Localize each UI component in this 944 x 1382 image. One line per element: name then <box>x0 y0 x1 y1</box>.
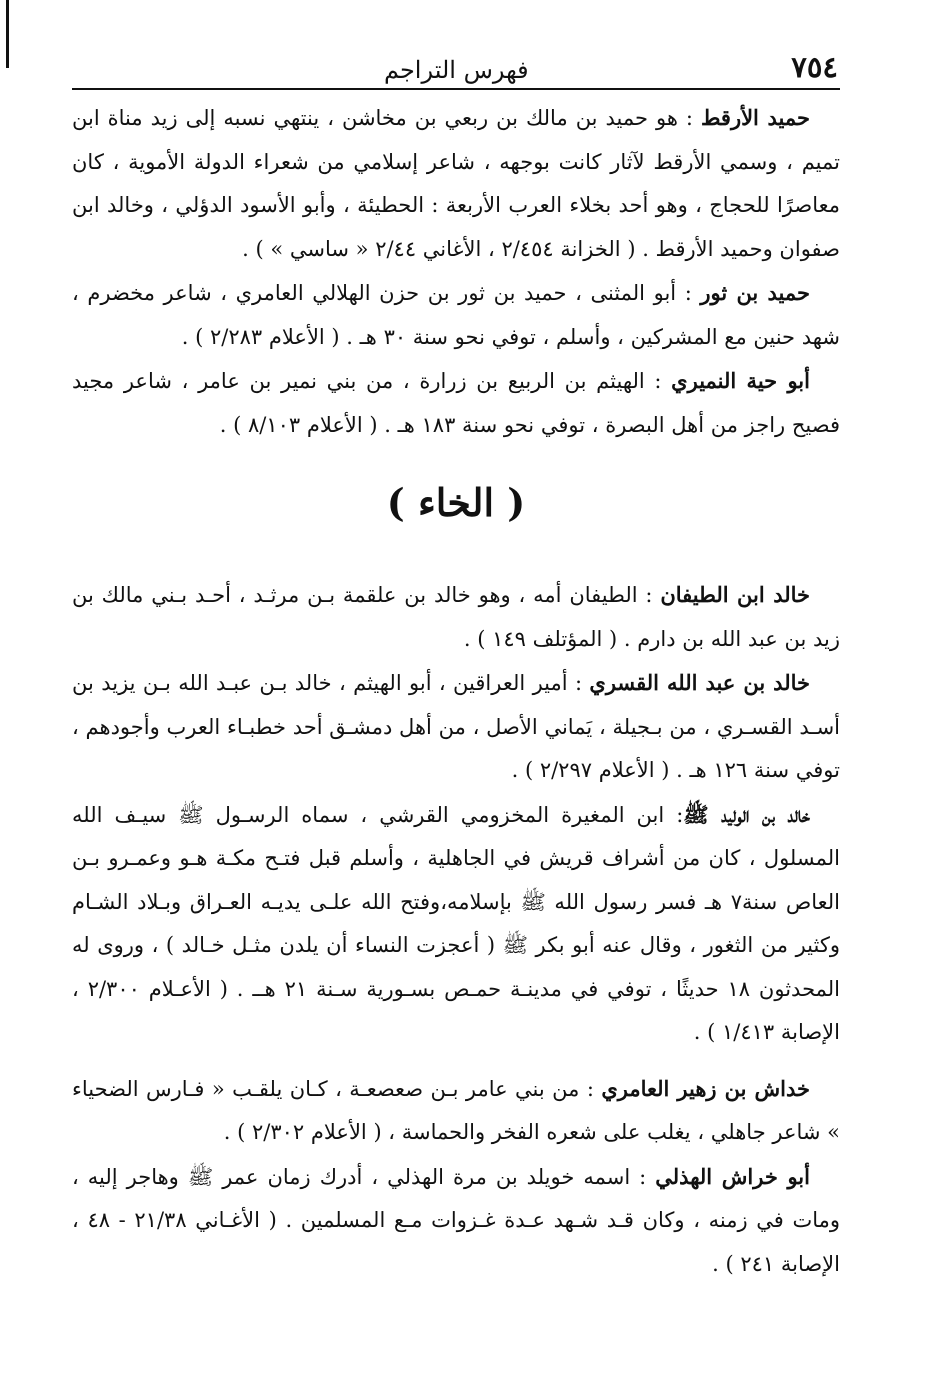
entry-separator: : <box>630 1164 656 1189</box>
entry-separator: : <box>579 1076 602 1101</box>
entry-separator: : <box>637 583 661 607</box>
entry-text: أمير العراقين ، أبو الهيثم ، خالد بـن عبـد الله بـن يزيد بن أسـد القسـري ، من بـجيلة ، يَماني الأصل ، من أهل دمشـق أحد خطبـاء العرب وأجودهم ، توفي سنة ١٢٦ هـ . ( الأعلام ٢/٢٩٧ ) . <box>72 671 840 782</box>
entries-after <box>72 573 840 1286</box>
entry-name: حميد الأرقط <box>700 105 810 130</box>
biography-entry <box>72 661 840 793</box>
spacer <box>72 1055 840 1067</box>
entry-text: الهيثم بن الربيع بن زرارة ، من بني نمير بن عامر ، شاعر مجيد فصيح راجز من أهل البصرة ، توفي نحو سنة ١٨٣ هـ . ( الأعلام ٨/١٠٣ ) . <box>72 369 840 437</box>
entry-text: اسمه خويلد بن مرة الهذلي ، أدرك زمان عمر ﷺ وهاجر إليه ، ومات في زمنه ، وكان قـد شـهد عـدة غـزوات مـع المسلمين . ( الأغـاني ٢١/٣٨ - ٤٨ ، الإصابة ٢٤١ ) . <box>72 1164 841 1276</box>
biography-entry <box>72 573 840 661</box>
biography-entry <box>72 359 840 447</box>
biography-entry <box>72 96 840 271</box>
entry-name: حميد بن ثور <box>700 280 810 305</box>
page-number: ٧٥٤ <box>791 50 838 84</box>
entry-name: خداش بن زهير العامري <box>601 1075 810 1101</box>
entry-name: خالد بن الوليد ﷺ <box>683 801 810 827</box>
page-header <box>72 40 840 90</box>
running-title: فهرس التراجم <box>384 56 529 84</box>
entry-separator: : <box>644 369 672 393</box>
entry-name: أبو خراش الهذلي <box>655 1163 810 1189</box>
entry-name: أبو حية النميري <box>671 368 810 393</box>
entry-separator: : <box>567 671 590 695</box>
biography-entry <box>72 271 840 359</box>
entry-text: : ابن المغيرة المخزومي القرشي ، سماه الرسـول ﷺ سيـف الله المسلول ، كان من أشراف قريش في الجاهلية ، وأسلم قبل فتـح مكـة هـو وعمـرو بـن العاص سنة٧ هـ فسر رسول الله ﷺ بإسلامه،وفتح الله علـى يديـه العـراق وبـلاد الشـام وكثير من الثغور ، وقال عنه أبو بكر ﷺ ( أعجزت النساء أن يلدن مثـل خـالد ) ، وروى له المحدثون ١٨ حديثًا ، توفي في مدينـة حمـص بسـورية سـنة ٢١ هــ . ( الأعـلام ٢/٣٠٠ ، الإصابة ١/٤١٣ ) . <box>72 802 840 1044</box>
biography-entry <box>72 1067 840 1155</box>
entry-text: الطيفان أمه ، وهو خالد بن علقمة بـن مرثـد ، أحـد بـني مالك بن زيد بن عبد الله بن دارم . ( المؤتلف ١٤٩ ) . <box>72 583 840 651</box>
page <box>72 40 840 1286</box>
entry-name: خالد بن عبد الله القسري <box>589 670 810 695</box>
entry-text: من بني عامر بـن صعصعـة ، كـان يلقـب « فـارس الضحياء » شاعر جاهلي ، يغلب على شعره الفخر والحماسة ، ( الأعلام ٢/٣٠٢ ) . <box>72 1076 840 1144</box>
entry-name: خالد ابن الطيفان <box>660 582 810 607</box>
biography-entry <box>72 793 840 1055</box>
entry-text: هو حميد بن مالك بن ربعي بن مخاشن ، ينتهي نسبه إلى زيد مناة ابن تميم ، وسمي الأرقط لآثار كانت بوجهه ، شاعر إسلامي من شعراء الدولة الأموية ، كان معاصرًا للحجاج ، وهو أحد بخلاء العرب الأربعة : الحطيئة ، وأبو الأسود الدؤلي ، وخالد ابن صفوان وحميد الأرقط . ( الخزانة ٢/٤٥٤ ، الأغاني ٢/٤٤ « ساسي » ) . <box>72 106 840 261</box>
biography-entry <box>72 1155 840 1287</box>
entry-separator: : <box>676 281 701 305</box>
section-heading: ( الخاء ) <box>386 480 526 525</box>
entry-separator: : <box>677 106 701 130</box>
margin-mark <box>6 0 9 68</box>
entry-text: أبو المثنى ، حميد بن ثور بن حزن الهلالي العامري ، شاعر مخضرم ، شهد حنين مع المشركين ، وأسلم ، توفي نحو سنة ٣٠ هـ . ( الأعلام ٢/٢٨٣ ) . <box>72 281 840 349</box>
entries-before <box>72 96 840 447</box>
